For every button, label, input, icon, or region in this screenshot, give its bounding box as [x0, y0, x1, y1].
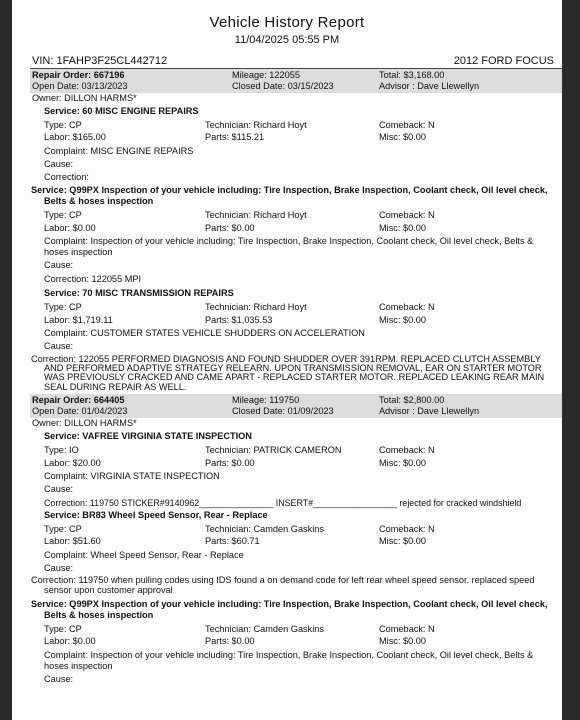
service-type: Type: CP	[44, 210, 82, 221]
service-labor: Labor: $0.00	[44, 636, 96, 647]
service-cause: Cause:	[44, 159, 74, 170]
advisor: Advisor : Dave Llewellyn	[379, 406, 480, 417]
service-misc: Misc: $0.00	[379, 222, 426, 233]
vehicle-header	[12, 55, 562, 67]
service-parts: Parts: $1,035.53	[205, 314, 273, 325]
repair-order-header	[30, 394, 562, 418]
closed-date: Closed Date: 03/15/2023	[232, 81, 334, 92]
repair-order-number: Repair Order: 667196	[32, 70, 125, 80]
service-comeback: Comeback: N	[379, 445, 435, 456]
service-costs	[44, 536, 562, 547]
service-complaint	[31, 650, 562, 673]
service-block	[44, 431, 562, 509]
service-title: Service: 60 MISC ENGINE REPAIRS	[44, 105, 199, 116]
service-comeback: Comeback: N	[379, 120, 435, 131]
service-technician: Technician: Camden Gaskins	[205, 524, 324, 535]
open-date: Open Date: 01/04/2023	[32, 406, 128, 417]
service-type: Type: CP	[44, 524, 82, 535]
service-parts: Parts: $115.21	[205, 132, 265, 143]
service-misc: Misc: $0.00	[379, 536, 426, 547]
service-details	[44, 120, 562, 131]
vehicle-label: 2012 FORD FOCUS	[453, 55, 554, 67]
service-cause: Cause:	[44, 484, 74, 495]
service-details	[44, 624, 562, 635]
total: Total: $2,800.00	[379, 395, 445, 406]
service-costs	[44, 223, 562, 234]
service-block	[31, 184, 562, 285]
service-correction	[31, 576, 562, 595]
report-page	[12, 0, 562, 720]
service-labor: Labor: $165.00	[44, 132, 106, 143]
report-title: Vehicle History Report	[209, 14, 365, 31]
open-date: Open Date: 03/13/2023	[32, 81, 128, 92]
service-complaint: Complaint: CUSTOMER STATES VEHICLE SHUDDERS ON ACCELERATION	[44, 327, 365, 338]
service-misc: Misc: $0.00	[379, 314, 426, 325]
service-labor: Labor: $51.60	[44, 536, 101, 547]
service-complaint: Complaint: Wheel Speed Sensor, Rear - Replace	[44, 549, 244, 560]
service-details	[44, 210, 562, 221]
service-type: Type: CP	[44, 120, 82, 131]
service-correction-text: Correction: 119750 when pulling codes using IDS found a on demand code for left rear wheel speed sensor. replaced speed sensor upon customer approval	[31, 575, 535, 595]
repair-order	[12, 69, 562, 392]
service-technician: Technician: PATRICK CAMERON	[205, 445, 342, 456]
service-comeback: Comeback: N	[379, 524, 435, 535]
service-technician: Technician: Richard Hoyt	[205, 120, 307, 131]
owner: Owner: DILLON HARMS*	[32, 417, 137, 428]
service-technician: Technician: Richard Hoyt	[205, 302, 307, 313]
service-comeback: Comeback: N	[379, 210, 435, 221]
mileage: Mileage: 122055	[232, 70, 300, 80]
service-details	[44, 445, 562, 456]
service-block	[31, 509, 562, 596]
service-parts: Parts: $0.00	[205, 222, 255, 233]
service-complaint-text: Complaint: Inspection of your vehicle including: Tire Inspection, Brake Inspection, Coolant check, Oil level check, Belts & hoses inspection	[44, 649, 534, 671]
service-parts: Parts: $60.71	[205, 536, 260, 547]
repair-order-header	[30, 69, 562, 93]
service-technician: Technician: Richard Hoyt	[205, 210, 307, 221]
service-title: Service: Q99PX Inspection of your vehicle including: Tire Inspection, Brake Inspection, Coolant check, Oil level check, Belts & hoses inspection	[31, 184, 548, 206]
service-cause: Cause:	[44, 341, 74, 352]
service-complaint-text: Complaint: Inspection of your vehicle including: Tire Inspection, Brake Inspection, Coolant check, Oil level check, Belts & hoses inspection	[44, 235, 534, 258]
service-cause: Cause:	[44, 674, 74, 685]
service-technician: Technician: Camden Gaskins	[205, 624, 324, 635]
service-details	[44, 302, 562, 313]
service-type: Type: CP	[44, 624, 82, 635]
service-costs	[44, 132, 562, 143]
service-costs	[44, 315, 562, 326]
service-parts: Parts: $0.00	[205, 457, 255, 468]
service-title: Service: VAFREE VIRGINIA STATE INSPECTION	[44, 431, 252, 442]
service-details	[44, 524, 562, 535]
report-datetime: 11/04/2025 05:55 PM	[234, 34, 340, 46]
service-correction	[31, 355, 562, 393]
service-block	[31, 288, 562, 392]
service-labor: Labor: $20.00	[44, 457, 101, 468]
service-misc: Misc: $0.00	[379, 132, 426, 143]
service-block	[31, 598, 562, 686]
service-title: Service: 70 MISC TRANSMISSION REPAIRS	[44, 288, 234, 299]
closed-date: Closed Date: 01/09/2023	[232, 406, 334, 417]
mileage: Mileage: 119750	[232, 395, 300, 406]
service-correction: Correction: 122055 MPI	[44, 273, 142, 284]
service-correction: Correction:	[44, 172, 89, 183]
service-costs	[44, 636, 562, 647]
service-complaint: Complaint: VIRGINIA STATE INSPECTION	[44, 470, 220, 481]
service-block	[44, 106, 562, 184]
service-correction: Correction: 119750 STICKER#9140962_______________ INSERT#_________________ rejected for cracked windshield	[44, 497, 522, 508]
repair-order-number: Repair Order: 664405	[32, 395, 125, 406]
service-labor: Labor: $0.00	[44, 222, 96, 233]
repair-order	[12, 394, 562, 685]
advisor: Advisor : Dave Llewellyn	[379, 81, 480, 92]
service-costs	[44, 458, 562, 469]
service-correction-text: Correction: 122055 PERFORMED DIAGNOSIS AND FOUND SHUDDER OVER 391RPM. REPLACED CLUTCH ASSEMBLY AND PERFORMED ADAPTIVE STRATEGY RELEARN. UPON TRANSMISSION REMOVAL, EAR ON STARTER MOTOR WAS PREVIOUSLY CRACKED AND CAME APART - REPLACED STARTER MOTOR. REPLACED LEAKING REAR MAIN SEAL DURING REPAIR AS WELL.	[31, 353, 545, 392]
service-misc: Misc: $0.00	[379, 636, 426, 647]
service-complaint: Complaint: MISC ENGINE REPAIRS	[44, 145, 194, 156]
service-comeback: Comeback: N	[379, 624, 435, 635]
service-title: Service: Q99PX Inspection of your vehicle including: Tire Inspection, Brake Inspection, Coolant check, Oil level check, Belts & hoses inspection	[31, 598, 548, 620]
owner: Owner: DILLON HARMS*	[32, 92, 137, 103]
service-complaint	[31, 236, 562, 259]
service-type: Type: CP	[44, 302, 82, 313]
service-type: Type: IO	[44, 445, 79, 456]
vin-label: VIN: 1FAHP3F25CL442712	[32, 55, 168, 67]
service-title: Service: BR83 Wheel Speed Sensor, Rear - Replace	[44, 509, 268, 520]
total: Total: $3,168.00	[379, 70, 445, 80]
service-misc: Misc: $0.00	[379, 457, 426, 468]
service-parts: Parts: $0.00	[205, 636, 255, 647]
service-comeback: Comeback: N	[379, 302, 435, 313]
service-cause: Cause:	[44, 260, 74, 271]
service-cause: Cause:	[44, 563, 74, 574]
service-labor: Labor: $1,719.11	[44, 314, 113, 325]
